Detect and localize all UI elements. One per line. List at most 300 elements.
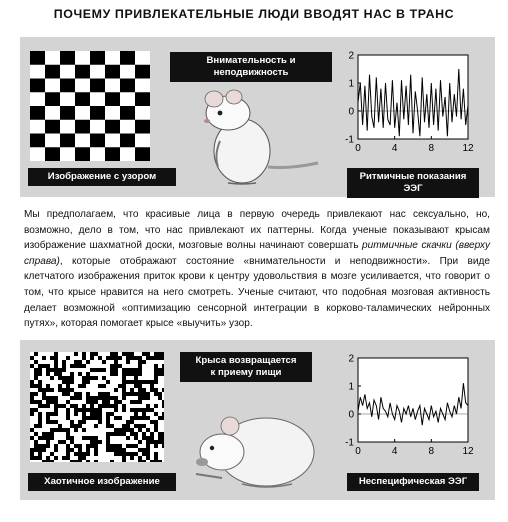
noise-pixel [126, 444, 130, 448]
noise-pixel [146, 452, 150, 456]
noise-pixel [158, 432, 162, 436]
rat-eating-label-line-1: Крыса возвращается [195, 355, 297, 366]
noise-pixel [138, 356, 142, 360]
noise-pixel [78, 444, 82, 448]
noise-pixel [146, 404, 150, 408]
noise-pixel [106, 356, 110, 360]
noise-pixel [142, 380, 146, 384]
noise-pixel [90, 400, 94, 404]
noise-pixel [142, 424, 146, 428]
noise-pixel [38, 412, 42, 416]
noise-pixel [54, 444, 58, 448]
noise-pixel [154, 440, 158, 444]
noise-pixel [82, 456, 86, 460]
noise-pixel [58, 404, 62, 408]
checker-square [90, 79, 105, 93]
noise-pixel [50, 376, 54, 380]
noise-pixel [98, 392, 102, 396]
noise-pixel [74, 360, 78, 364]
noise-pixel [110, 448, 114, 452]
noise-pixel [114, 352, 118, 356]
noise-pixel [62, 364, 66, 368]
noise-pixel [130, 372, 134, 376]
noise-pixel [126, 392, 130, 396]
noise-pixel [134, 408, 138, 412]
noise-pixel [86, 448, 90, 452]
eeg-rhythmic-label: Ритмичные показания ЭЭГ [347, 168, 479, 198]
noise-pixel [110, 424, 114, 428]
noise-pixel [50, 436, 54, 440]
noise-pixel [78, 460, 82, 462]
noise-pixel [58, 428, 62, 432]
rat-illustration [180, 71, 320, 189]
noise-pixel [46, 364, 50, 368]
noise-pixel [90, 416, 94, 420]
noise-pixel [106, 436, 110, 440]
noise-pixel [158, 352, 162, 356]
noise-pixel [50, 400, 54, 404]
paragraph-emphasis: ритмичные скачки (вверху справа) [24, 240, 490, 267]
noise-pixel [94, 368, 98, 372]
noise-pixel [118, 432, 122, 436]
noise-pixel [94, 396, 98, 400]
checker-square [60, 106, 75, 120]
noise-pixel [62, 368, 66, 372]
rat-eating-illustration [182, 390, 322, 494]
noise-pixel [94, 352, 98, 356]
noise-pixel [146, 444, 150, 448]
noise-pixel [110, 352, 114, 356]
noise-pixel [78, 384, 82, 388]
noise-pixel [134, 384, 138, 388]
noise-pixel [154, 452, 158, 456]
noise-pixel [66, 392, 70, 396]
noise-pixel [54, 356, 58, 360]
noise-pixel [146, 416, 150, 420]
noise-pixel [154, 424, 158, 428]
noise-pixel [150, 356, 154, 360]
noise-pixel [122, 424, 126, 428]
noise-pixel [126, 352, 130, 356]
noise-pixel [114, 428, 118, 432]
noise-pixel [62, 376, 66, 380]
noise-pixel [122, 372, 126, 376]
noise-pixel [46, 436, 50, 440]
noise-pixel [38, 400, 42, 404]
noise-pixel [38, 372, 42, 376]
noise-pixel [142, 412, 146, 416]
checker-square [60, 134, 75, 148]
noise-pixel [138, 380, 142, 384]
noise-pixel [74, 352, 78, 356]
noise-pixel [154, 412, 158, 416]
noise-pixel [134, 400, 138, 404]
noise-pixel [150, 436, 154, 440]
noise-pixel [66, 388, 70, 392]
noise-pixel [86, 460, 90, 462]
noise-pixel [74, 392, 78, 396]
noise-pixel [74, 396, 78, 400]
noise-pixel [34, 456, 38, 460]
noise-pixel [70, 420, 74, 424]
noise-pixel [162, 432, 164, 436]
noise-pixel [158, 460, 162, 462]
noise-pixel [122, 432, 126, 436]
noise-pixel [154, 388, 158, 392]
noise-pixel [30, 436, 34, 440]
noise-pixel [106, 432, 110, 436]
checker-square [135, 65, 150, 79]
noise-pixel [146, 356, 150, 360]
noise-pixel [162, 404, 164, 408]
noise-pixel [98, 416, 102, 420]
noise-pixel [130, 420, 134, 424]
noise-pixel [90, 396, 94, 400]
noise-pixel [34, 372, 38, 376]
noise-pixel [58, 376, 62, 380]
noise-pixel [122, 404, 126, 408]
noise-pixel [30, 448, 34, 452]
noise-pixel [46, 444, 50, 448]
nonspecific-eeg-xtick-label: 12 [462, 446, 474, 457]
noise-pixel [146, 408, 150, 412]
noise-pixel [98, 368, 102, 372]
noise-pixel [138, 428, 142, 432]
noise-pixel [162, 388, 164, 392]
noise-pixel [106, 396, 110, 400]
nonspecific-eeg-xtick-label: 0 [355, 446, 361, 457]
noise-pixel [150, 420, 154, 424]
rhythmic-eeg-ytick-label: -1 [345, 134, 354, 146]
noise-pixel [78, 360, 82, 364]
noise-pixel [66, 448, 70, 452]
noise-pixel [94, 408, 98, 412]
noise-pixel [154, 428, 158, 432]
noise-pixel [154, 356, 158, 360]
noise-pixel [66, 400, 70, 404]
noise-pixel [46, 420, 50, 424]
noise-pixel [102, 384, 106, 388]
noise-pixel [78, 456, 82, 460]
noise-pixel [126, 424, 130, 428]
noise-pixel [114, 396, 118, 400]
noise-pixel [118, 448, 122, 452]
noise-pixel [110, 432, 114, 436]
noise-pixel [42, 388, 46, 392]
noise-pixel [66, 428, 70, 432]
noise-pixel [82, 452, 86, 456]
noise-pixel [34, 424, 38, 428]
noise-pixel [38, 380, 42, 384]
noise-pixel [66, 384, 70, 388]
noise-pixel [50, 460, 54, 462]
noise-pixel [114, 372, 118, 376]
page-title: ПОЧЕМУ ПРИВЛЕКАТЕЛЬНЫЕ ЛЮДИ ВВОДЯТ НАС В ТРАНС [53, 7, 455, 21]
noise-pixel [38, 420, 42, 424]
noise-pixel [62, 440, 66, 444]
noise-pixel [30, 364, 34, 368]
noise-pixel [50, 388, 54, 392]
noise-pixel [138, 448, 142, 452]
checker-square [90, 106, 105, 120]
noise-pixel [82, 428, 86, 432]
noise-pixel [94, 444, 98, 448]
noise-pixel [30, 356, 34, 360]
noise-pixel [30, 452, 34, 456]
noise-pixel [118, 356, 122, 360]
noise-pixel [122, 380, 126, 384]
noise-pixel [138, 388, 142, 392]
noise-pixel [66, 436, 70, 440]
noise-pixel [106, 400, 110, 404]
noise-pixel [86, 396, 90, 400]
noise-pixel [142, 360, 146, 364]
noise-pixel [122, 392, 126, 396]
noise-pixel [30, 456, 34, 460]
noise-pixel [82, 408, 86, 412]
noise-pixel [138, 384, 142, 388]
noise-pixel [34, 352, 38, 356]
noise-pixel [154, 364, 158, 368]
noise-pixel [82, 416, 86, 420]
noise-pixel [126, 452, 130, 456]
noise-pixel [46, 412, 50, 416]
noise-pixel [70, 380, 74, 384]
noise-pixel [74, 460, 78, 462]
noise-pixel [58, 384, 62, 388]
noise-pixel [110, 460, 114, 462]
noise-pixel [126, 372, 130, 376]
noise-pixel [74, 424, 78, 428]
noise-pixel [130, 392, 134, 396]
noise-pixel [34, 444, 38, 448]
noise-pixel [126, 380, 130, 384]
noise-pixel [130, 452, 134, 456]
noise-pixel [50, 452, 54, 456]
noise-pixel [130, 456, 134, 460]
noise-pixel [46, 384, 50, 388]
noise-pixel [30, 412, 34, 416]
noise-pixel [66, 444, 70, 448]
noise-pixel [54, 456, 58, 460]
noise-pixel [134, 424, 138, 428]
noise-pixel [30, 408, 34, 412]
checker-square [30, 51, 45, 65]
noise-pixel [122, 448, 126, 452]
noise-pixel [70, 376, 74, 380]
noise-pixel [66, 452, 70, 456]
noise-pixel [150, 380, 154, 384]
noise-pixel [90, 368, 94, 372]
noise-pixel [62, 456, 66, 460]
noise-pixel [158, 392, 162, 396]
noise-pixel [66, 376, 70, 380]
noise-pixel [138, 392, 142, 396]
noise-pixel [98, 396, 102, 400]
noise-image [30, 352, 164, 462]
rhythmic-eeg-ytick-label: 0 [348, 106, 354, 118]
noise-pixel [138, 400, 142, 404]
noise-pixel [130, 400, 134, 404]
noise-pixel [162, 412, 164, 416]
noise-pixel [118, 428, 122, 432]
checker-square [105, 65, 120, 79]
rhythmic-eeg-xtick-label: 8 [428, 143, 435, 154]
noise-pixel [62, 380, 66, 384]
noise-pixel [106, 440, 110, 444]
noise-pixel [106, 448, 110, 452]
noise-pixel [82, 412, 86, 416]
checker-square [120, 106, 135, 120]
noise-pixel [50, 432, 54, 436]
noise-pixel [46, 432, 50, 436]
noise-pixel [42, 460, 46, 462]
noise-pixel [54, 428, 58, 432]
noise-pixel [38, 436, 42, 440]
noise-pixel [66, 412, 70, 416]
nonspecific-eeg-ytick-label: 1 [348, 381, 354, 393]
noise-pixel [142, 392, 146, 396]
noise-pixel [98, 440, 102, 444]
noise-pixel [150, 460, 154, 462]
noise-pixel [30, 384, 34, 388]
noise-pixel [94, 448, 98, 452]
noise-pixel [110, 372, 114, 376]
checker-square [105, 120, 120, 134]
noise-pixel [34, 360, 38, 364]
noise-pixel [102, 404, 106, 408]
noise-pixel [114, 360, 118, 364]
noise-pixel [86, 400, 90, 404]
noise-pixel [34, 392, 38, 396]
noise-pixel [138, 416, 142, 420]
noise-pixel [46, 460, 50, 462]
checker-square [75, 65, 90, 79]
noise-pixel [118, 452, 122, 456]
noise-pixel [50, 356, 54, 360]
noise-pixel [138, 460, 142, 462]
noise-pixel [162, 372, 164, 376]
noise-pixel [102, 400, 106, 404]
noise-pixel [54, 352, 58, 356]
checker-square [90, 51, 105, 65]
noise-pixel [106, 380, 110, 384]
noise-pixel [94, 424, 98, 428]
bottom-panel [20, 340, 495, 500]
noise-pixel [142, 432, 146, 436]
noise-pixel [38, 456, 42, 460]
noise-pixel [66, 408, 70, 412]
checker-square [45, 120, 60, 134]
noise-pixel [70, 388, 74, 392]
noise-pixel [102, 392, 106, 396]
noise-pixel [42, 404, 46, 408]
noise-pixel [138, 360, 142, 364]
noise-pixel [162, 416, 164, 420]
noise-pixel [106, 412, 110, 416]
noise-pixel [86, 452, 90, 456]
rat-eating-label-line-2: к приему пищи [210, 367, 282, 378]
noise-pixel [158, 372, 162, 376]
noise-pixel [46, 396, 50, 400]
noise-pixel [106, 404, 110, 408]
noise-pixel [70, 440, 74, 444]
paragraph-part-2: , которые отображают состояние «внимательности и неподвижности». При виде клетчатого изображения приток крови к центру удовольствия в мозге усиливается, что говорит о том, что крысе нравится на него смотреть. Ученые считают, что подобная мозговая активность делает возможной «оптимизацию сенсорной интеграции в корково-таламических нейронных путях», которая помогает крысе «выучить» узор. [24, 255, 490, 330]
noise-pixel [74, 412, 78, 416]
noise-pixel [94, 452, 98, 456]
noise-pixel [42, 396, 46, 400]
noise-pixel [54, 408, 58, 412]
noise-pixel [82, 380, 86, 384]
noise-pixel [42, 436, 46, 440]
noise-pixel [142, 388, 146, 392]
noise-pixel [70, 436, 74, 440]
noise-pixel [134, 368, 138, 372]
noise-pixel [162, 356, 164, 360]
noise-pixel [90, 436, 94, 440]
noise-pixel [86, 360, 90, 364]
noise-pixel [82, 436, 86, 440]
noise-pixel [122, 460, 126, 462]
noise-pixel [150, 432, 154, 436]
noise-pixel [82, 352, 86, 356]
noise-pixel [154, 352, 158, 356]
noise-pixel [94, 440, 98, 444]
noise-pixel [38, 404, 42, 408]
noise-pixel [86, 376, 90, 380]
noise-pixel [146, 448, 150, 452]
nonspecific-eeg-xtick-label: 8 [428, 446, 435, 457]
noise-pixel [130, 368, 134, 372]
noise-pixel [82, 376, 86, 380]
noise-pixel [162, 400, 164, 404]
noise-pixel [126, 436, 130, 440]
noise-pixel [134, 372, 138, 376]
noise-pixel [34, 384, 38, 388]
noise-pixel [130, 432, 134, 436]
noise-pixel [110, 396, 114, 400]
rhythmic-eeg-xtick-label: 4 [391, 143, 398, 154]
nonspecific-eeg-ytick-label: 0 [348, 409, 354, 421]
noise-pixel [110, 412, 114, 416]
noise-pixel [82, 384, 86, 388]
noise-pixel [158, 416, 162, 420]
noise-pixel [134, 416, 138, 420]
noise-pixel [94, 376, 98, 380]
noise-pixel [130, 380, 134, 384]
noise-pixel [98, 408, 102, 412]
checker-square [30, 134, 45, 148]
noise-pixel [34, 440, 38, 444]
noise-pixel [86, 392, 90, 396]
noise-pixel [78, 392, 82, 396]
noise-pixel [154, 380, 158, 384]
top-panel [20, 37, 495, 197]
noise-pixel [130, 388, 134, 392]
noise-pixel [122, 376, 126, 380]
noise-pixel [90, 352, 94, 356]
noise-pixel [126, 368, 130, 372]
rat-attention-label: Внимательность и неподвижность [170, 52, 332, 82]
noise-pixel [66, 380, 70, 384]
noise-pixel [114, 364, 118, 368]
checker-square [30, 106, 45, 120]
noise-pixel [162, 368, 164, 372]
noise-pixel [154, 376, 158, 380]
noise-pixel [30, 428, 34, 432]
noise-pixel [46, 368, 50, 372]
noise-pixel [110, 364, 114, 368]
